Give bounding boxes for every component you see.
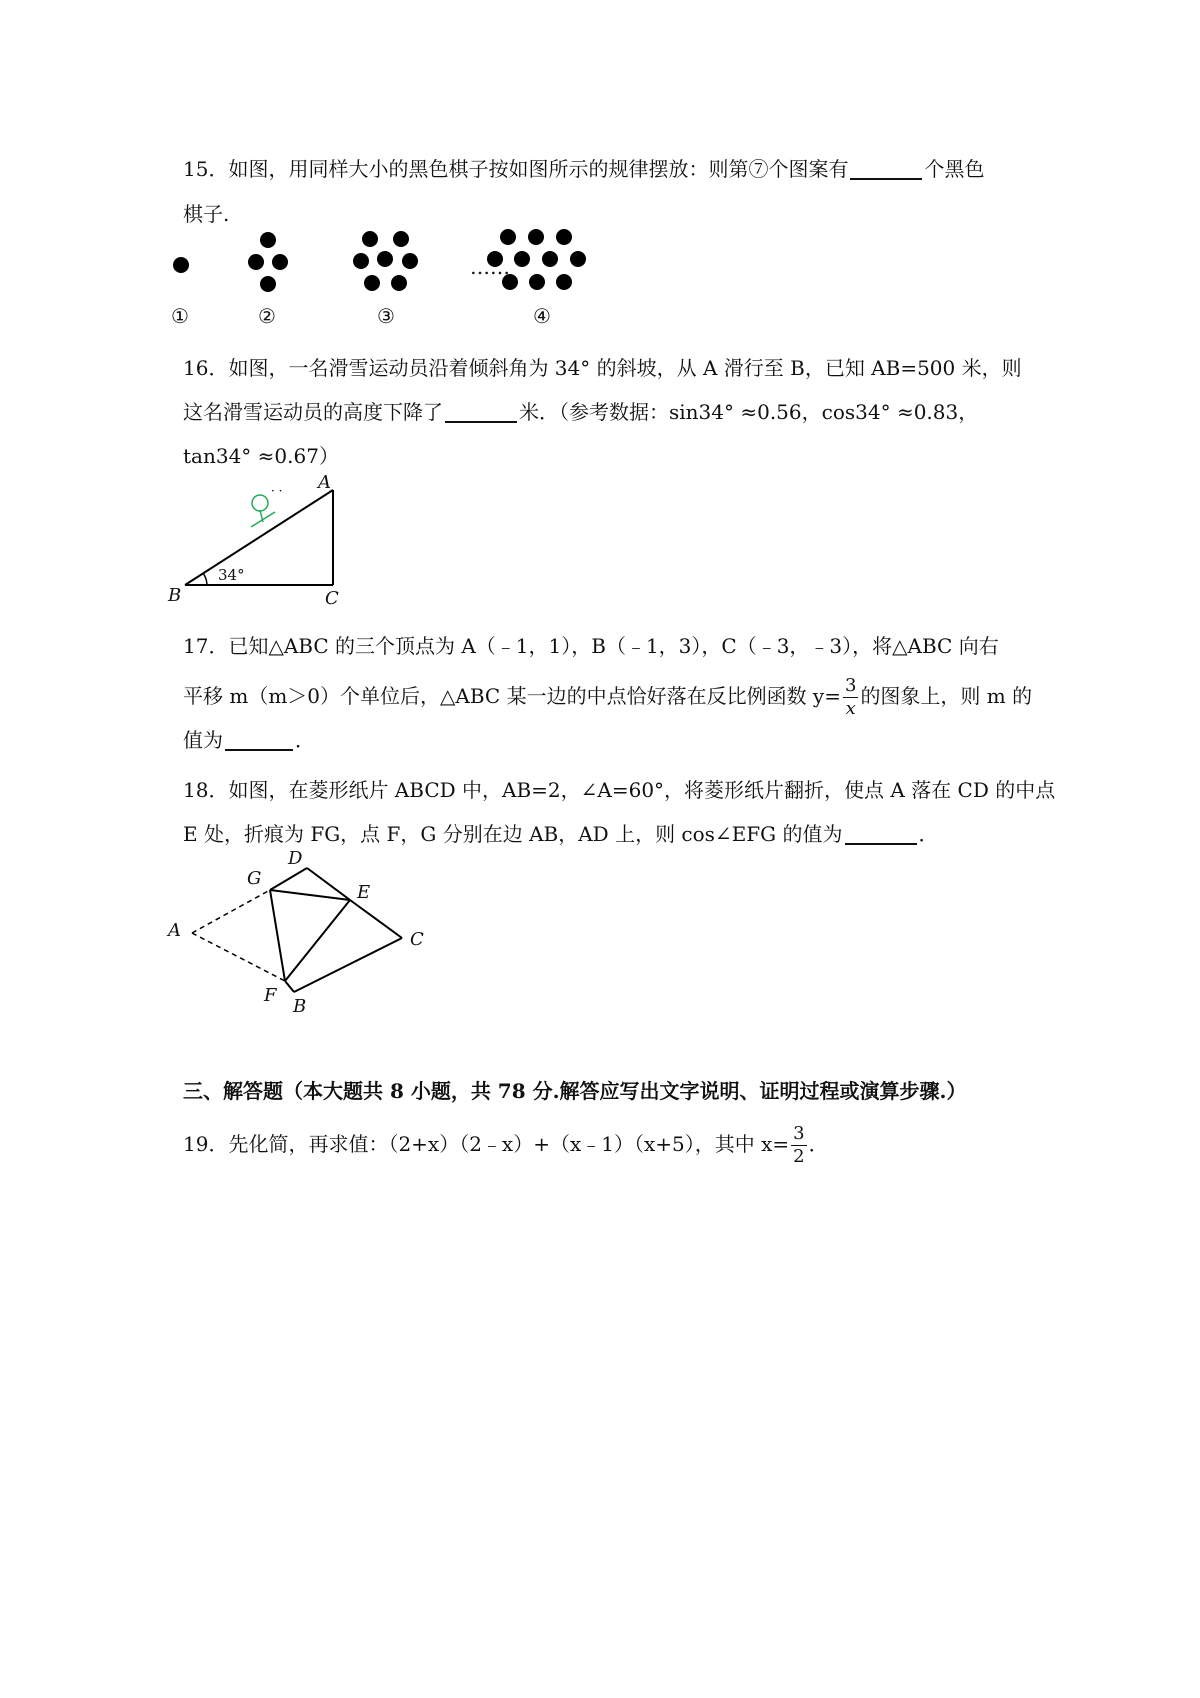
q16-text-b: 米．（参考数据：sin34° ≈0.56，cos34° ≈0.83， <box>519 400 979 424</box>
q15-answer-blank[interactable] <box>850 158 922 180</box>
q18-text-a: E 处，折痕为 FG，点 F，G 分别在边 AB，AD 上，则 cos∠EFG 的值为 <box>183 822 843 846</box>
q15-label-4: ④ <box>533 304 551 328</box>
q15-label-3: ③ <box>377 304 395 328</box>
q16-text-a: 这名滑雪运动员的高度下降了 <box>183 400 443 424</box>
q18-label-E: E <box>357 882 371 903</box>
q17-frac-num: 3 <box>844 675 857 696</box>
q15-text-b: 个黑色 <box>924 157 985 181</box>
q18-label-D: D <box>288 848 303 869</box>
dot <box>500 229 516 245</box>
q17-answer-blank[interactable] <box>225 729 293 751</box>
dot <box>272 254 288 270</box>
q16-line1: 16．如图，一名滑雪运动员沿着倾斜角为 34° 的斜坡，从 A 滑行至 B，已知 AB=500 米，则 <box>183 356 1022 380</box>
q16-slope-figure <box>165 470 385 610</box>
dot <box>391 275 407 291</box>
dot <box>570 251 586 267</box>
svg-text:· ·: · · <box>271 484 283 498</box>
dot <box>556 229 572 245</box>
q17-line2 <box>183 675 1032 720</box>
q16-answer-blank[interactable] <box>445 401 517 423</box>
q16-line3: tan34° ≈0.67） <box>183 444 339 468</box>
q19-end: ． <box>808 1132 829 1156</box>
q15-ellipsis: …… <box>470 255 510 279</box>
q19-text: 19．先化简，再求值：（2+x）（2﹣x）+（x﹣1）（x+5），其中 x= <box>183 1132 790 1156</box>
q17-text-c: 值为 <box>183 728 223 752</box>
skier-icon <box>251 495 275 527</box>
q15-line1 <box>183 155 984 183</box>
q18-answer-blank[interactable] <box>845 823 917 845</box>
q17-text-a: 平移 m（m＞0）个单位后，△ABC 某一边的中点恰好落在反比例函数 y= <box>183 684 841 708</box>
q17-text-d: ． <box>295 728 315 752</box>
q19-frac-num: 3 <box>793 1123 805 1144</box>
dot <box>556 274 572 290</box>
q18-label-G: G <box>247 868 262 889</box>
q19-fraction <box>791 1123 806 1168</box>
q18-label-F: F <box>264 985 277 1006</box>
dot <box>248 254 264 270</box>
q18-label-B: B <box>293 996 307 1017</box>
q19-frac-den: 2 <box>793 1146 805 1167</box>
q19-line <box>183 1123 829 1168</box>
dot <box>393 231 409 247</box>
q16-line2 <box>183 398 978 426</box>
dot <box>528 229 544 245</box>
q16-label-B: B <box>168 585 182 606</box>
q17-line3 <box>183 726 315 754</box>
dot <box>402 253 418 269</box>
dot <box>364 275 380 291</box>
dot <box>377 251 393 267</box>
q17-frac-den: x <box>845 698 856 719</box>
q15-label-1: ① <box>171 304 189 328</box>
dot <box>260 232 276 248</box>
dot <box>542 251 558 267</box>
dot <box>173 257 189 273</box>
q16-angle-label: 34° <box>218 566 245 584</box>
q15-dot-patterns <box>170 225 730 340</box>
q15-label-2: ② <box>258 304 276 328</box>
q17-fraction <box>843 675 858 720</box>
q17-text-b: 的图象上，则 m 的 <box>860 684 1033 708</box>
q17-line1: 17．已知△ABC 的三个顶点为 A（﹣1，1），B（﹣1，3），C（﹣3，﹣3），将△ABC 向右 <box>183 634 999 658</box>
q16-label-A: A <box>318 472 331 493</box>
dot <box>362 231 378 247</box>
dot <box>353 253 369 269</box>
q15-line2: 棋子. <box>183 202 230 226</box>
q16-label-C: C <box>325 588 339 609</box>
q18-label-A: A <box>168 920 181 941</box>
q15-text-a: 15．如图，用同样大小的黑色棋子按如图所示的规律摆放：则第⑦个图案有 <box>183 157 849 181</box>
dot <box>260 276 276 292</box>
q18-line1: 18．如图，在菱形纸片 ABCD 中，AB=2，∠A=60°，将菱形纸片翻折，使点 A 落在 CD 的中点 <box>183 778 1056 802</box>
q18-text-b: ． <box>918 822 939 846</box>
q18-label-C: C <box>410 929 424 950</box>
dot <box>514 251 530 267</box>
section3-title: 三、解答题（本大题共 8 小题，共 78 分.解答应写出文字说明、证明过程或演算步骤.） <box>183 1079 967 1103</box>
dot <box>529 274 545 290</box>
